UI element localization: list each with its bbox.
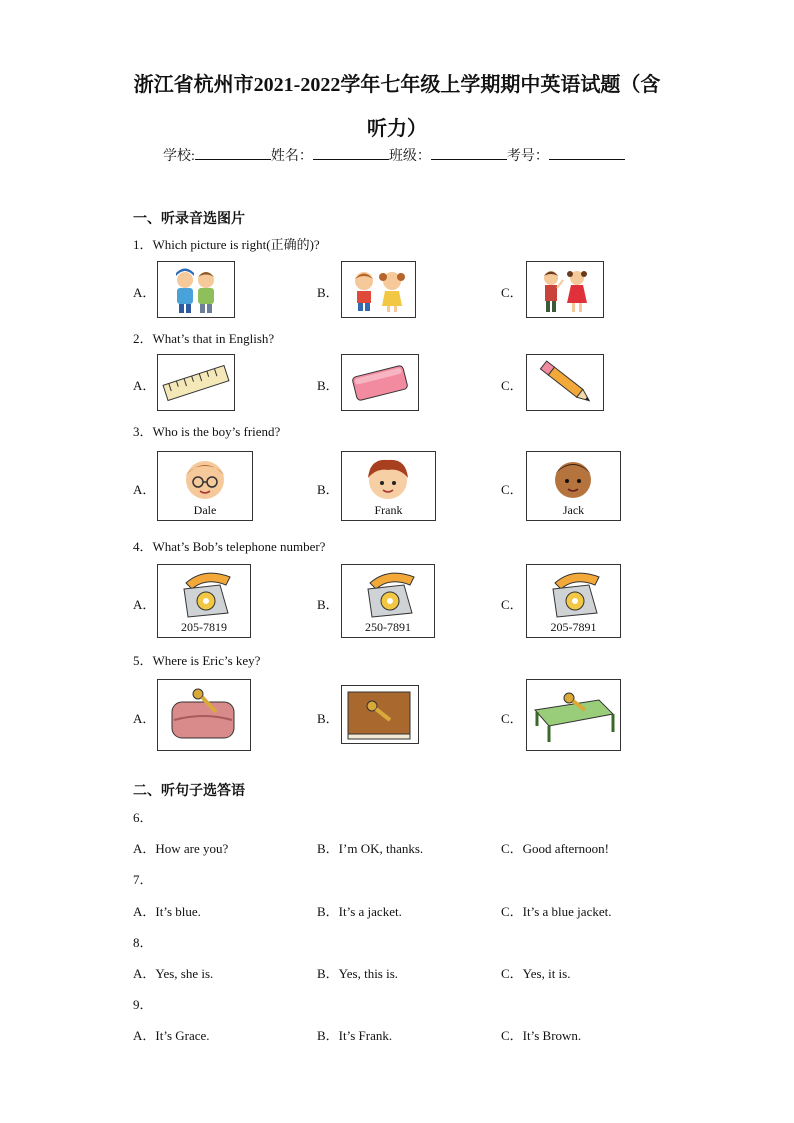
two-boys-picture[interactable] — [157, 261, 235, 318]
key-on-book-picture[interactable] — [341, 685, 419, 744]
question-3 — [133, 421, 280, 440]
question-4 — [133, 536, 325, 555]
answer-option-c[interactable]: C．It’s a blue jacket. — [501, 904, 612, 919]
answer-option-a[interactable]: A．It’s blue. — [133, 904, 201, 919]
school-label: 学校: — [163, 149, 195, 164]
question-text: What’s Bob’s telephone number? — [152, 539, 326, 554]
student-info-line — [163, 145, 625, 165]
exam-number-blank[interactable] — [549, 147, 625, 160]
picture-caption: Jack — [562, 503, 585, 517]
option-label: A． — [133, 597, 156, 612]
telephone-picture-b[interactable] — [341, 564, 435, 638]
question-number: 1． — [133, 237, 153, 252]
option-label: C． — [501, 482, 523, 497]
answer-option-b[interactable]: B．I’m OK, thanks. — [317, 841, 424, 856]
question-7: 7． — [133, 872, 153, 887]
question-1 — [133, 234, 320, 253]
answer-option-a[interactable]: A．How are you? — [133, 841, 229, 856]
picture-caption: 250-7891 — [365, 620, 411, 634]
telephone-picture-a[interactable] — [157, 564, 251, 638]
question-number: 2． — [133, 331, 153, 346]
question-9: 9． — [133, 997, 153, 1012]
eraser-picture[interactable] — [341, 354, 419, 411]
question-number: 3． — [133, 424, 153, 439]
option-label: A． — [133, 378, 156, 393]
page-title-line-1: 浙江省杭州市2021-2022学年七年级上学期期中英语试题（含 — [133, 74, 661, 96]
question-text: What’s that in English? — [152, 331, 275, 346]
option-label: B． — [317, 285, 339, 300]
question-number: 5． — [133, 653, 153, 668]
option-label: B． — [317, 711, 339, 726]
answer-option-b[interactable]: B．Yes, this is. — [317, 966, 399, 981]
option-label: B． — [317, 378, 339, 393]
question-text: Where is Eric’s key? — [152, 653, 261, 668]
option-label: C． — [501, 378, 523, 393]
key-on-quilt-picture[interactable] — [157, 679, 251, 751]
picture-caption: 205-7891 — [550, 620, 597, 634]
dale-picture[interactable] — [157, 451, 253, 521]
section-1-heading: 一、听录音选图片 — [133, 212, 245, 227]
answer-option-a[interactable]: A．It’s Grace. — [133, 1028, 210, 1043]
option-label: A． — [133, 711, 156, 726]
option-label: A． — [133, 285, 156, 300]
answer-option-b[interactable]: B．It’s a jacket. — [317, 904, 402, 919]
key-on-table-picture[interactable] — [526, 679, 621, 751]
answer-option-c[interactable]: C．Good afternoon! — [501, 841, 609, 856]
boy-and-girl-picture[interactable] — [341, 261, 416, 318]
question-6: 6． — [133, 810, 153, 825]
jack-picture[interactable] — [526, 451, 621, 521]
picture-caption: Dale — [193, 503, 217, 517]
question-number: 4． — [133, 539, 153, 554]
question-2 — [133, 328, 274, 347]
option-label: B． — [317, 597, 339, 612]
option-label: C． — [501, 711, 523, 726]
class-label: 班级： — [388, 149, 431, 164]
answer-option-b[interactable]: B．It’s Frank. — [317, 1028, 393, 1043]
option-label: A． — [133, 482, 156, 497]
option-label: B． — [317, 482, 339, 497]
picture-caption: 205-7819 — [181, 620, 227, 634]
pencil-picture[interactable] — [526, 354, 604, 411]
telephone-picture-c[interactable] — [526, 564, 621, 638]
section-2-heading: 二、听句子选答语 — [133, 784, 245, 799]
question-text: Which picture is right(正确的)? — [152, 237, 320, 252]
name-label: 姓名： — [270, 149, 313, 164]
exam-number-label: 考号： — [506, 149, 549, 164]
class-blank[interactable] — [431, 147, 507, 160]
answer-option-c[interactable]: C．Yes, it is. — [501, 966, 571, 981]
picture-caption: Frank — [374, 503, 403, 517]
question-text: Who is the boy’s friend? — [152, 424, 281, 439]
answer-option-a[interactable]: A．Yes, she is. — [133, 966, 214, 981]
ruler-picture[interactable] — [157, 354, 235, 411]
question-5 — [133, 650, 260, 669]
school-blank[interactable] — [195, 147, 271, 160]
frank-picture[interactable] — [341, 451, 436, 521]
boy-girl-waving-picture[interactable] — [526, 261, 604, 318]
answer-option-c[interactable]: C．It’s Brown. — [501, 1028, 582, 1043]
page-title-line-2: 听力） — [367, 118, 427, 140]
question-8: 8． — [133, 935, 153, 950]
name-blank[interactable] — [313, 147, 389, 160]
option-label: C． — [501, 285, 523, 300]
option-label: C． — [501, 597, 523, 612]
